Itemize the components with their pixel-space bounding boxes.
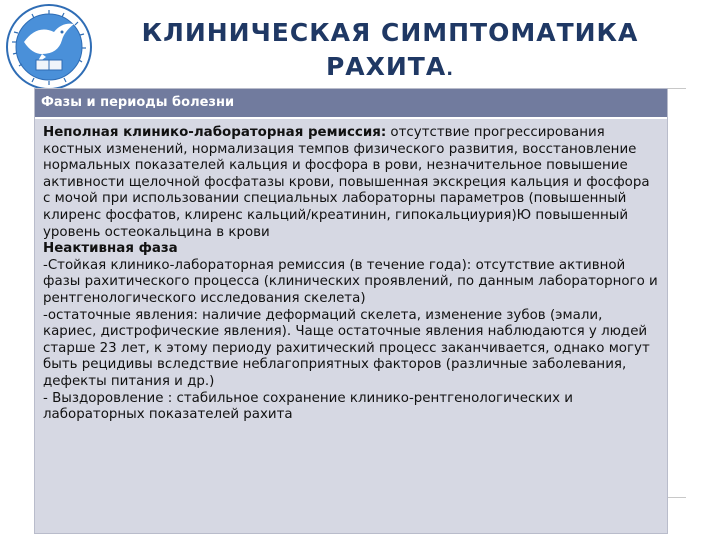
section-heading: Неактивная фаза	[43, 241, 178, 257]
section-inactive-phase	[43, 241, 659, 258]
list-item: - Выздоровление : стабильное сохранение клинико-рентгенологических и лабораторных показателей рахита	[43, 390, 573, 423]
phases-table	[34, 88, 668, 534]
section-text: отсутствие прогрессирования костных изменений, нормализация темпов физического развития, восстановление нормальных показателей кальция и фосфора в рови, незначительное повышение активности щелочной фосфатазы крови, повышенная экскреция кальция и фосфора с мочой при использовании специальных лабораторны параметров (повышенный клиренс фосфатов, клиренс кальций/креатинин, гипокальциурия)Ю повышенный уровень остеокальцина в крови	[43, 125, 650, 240]
slide-title	[110, 16, 670, 87]
table-header: Фазы и периоды болезни	[35, 89, 667, 119]
slide-title-text: КЛИНИЧЕСКАЯ СИМПТОМАТИКА РАХИТА	[141, 18, 639, 81]
list-item: -остаточные явления: наличие деформаций скелета, изменение зубов (эмали, кариес, дистрофические явления). Чаще остаточные явления наблюдаются у людей старше 23 лет, к этому периоду рахитический процесс заканчивается, однако могут быть рецидивы вследствие неблагоприятных факторов (различные заболевания, дефекты питания и др.)	[43, 307, 650, 389]
section-incomplete-remission	[43, 125, 659, 241]
section-heading: Неполная клинико-лабораторная ремиссия:	[43, 125, 387, 140]
dove-emblem-icon	[2, 2, 96, 92]
divider	[668, 497, 686, 498]
table-body	[35, 119, 667, 424]
list-item: -Стойкая клинико-лабораторная ремиссия (в течение года): отсутствие активной фазы рахитического процесса (клинических проявлений, по данным лабораторного и рентгенологического исследования скелета)	[43, 257, 658, 306]
divider	[668, 88, 686, 89]
slide-title-dot: .	[446, 59, 455, 80]
